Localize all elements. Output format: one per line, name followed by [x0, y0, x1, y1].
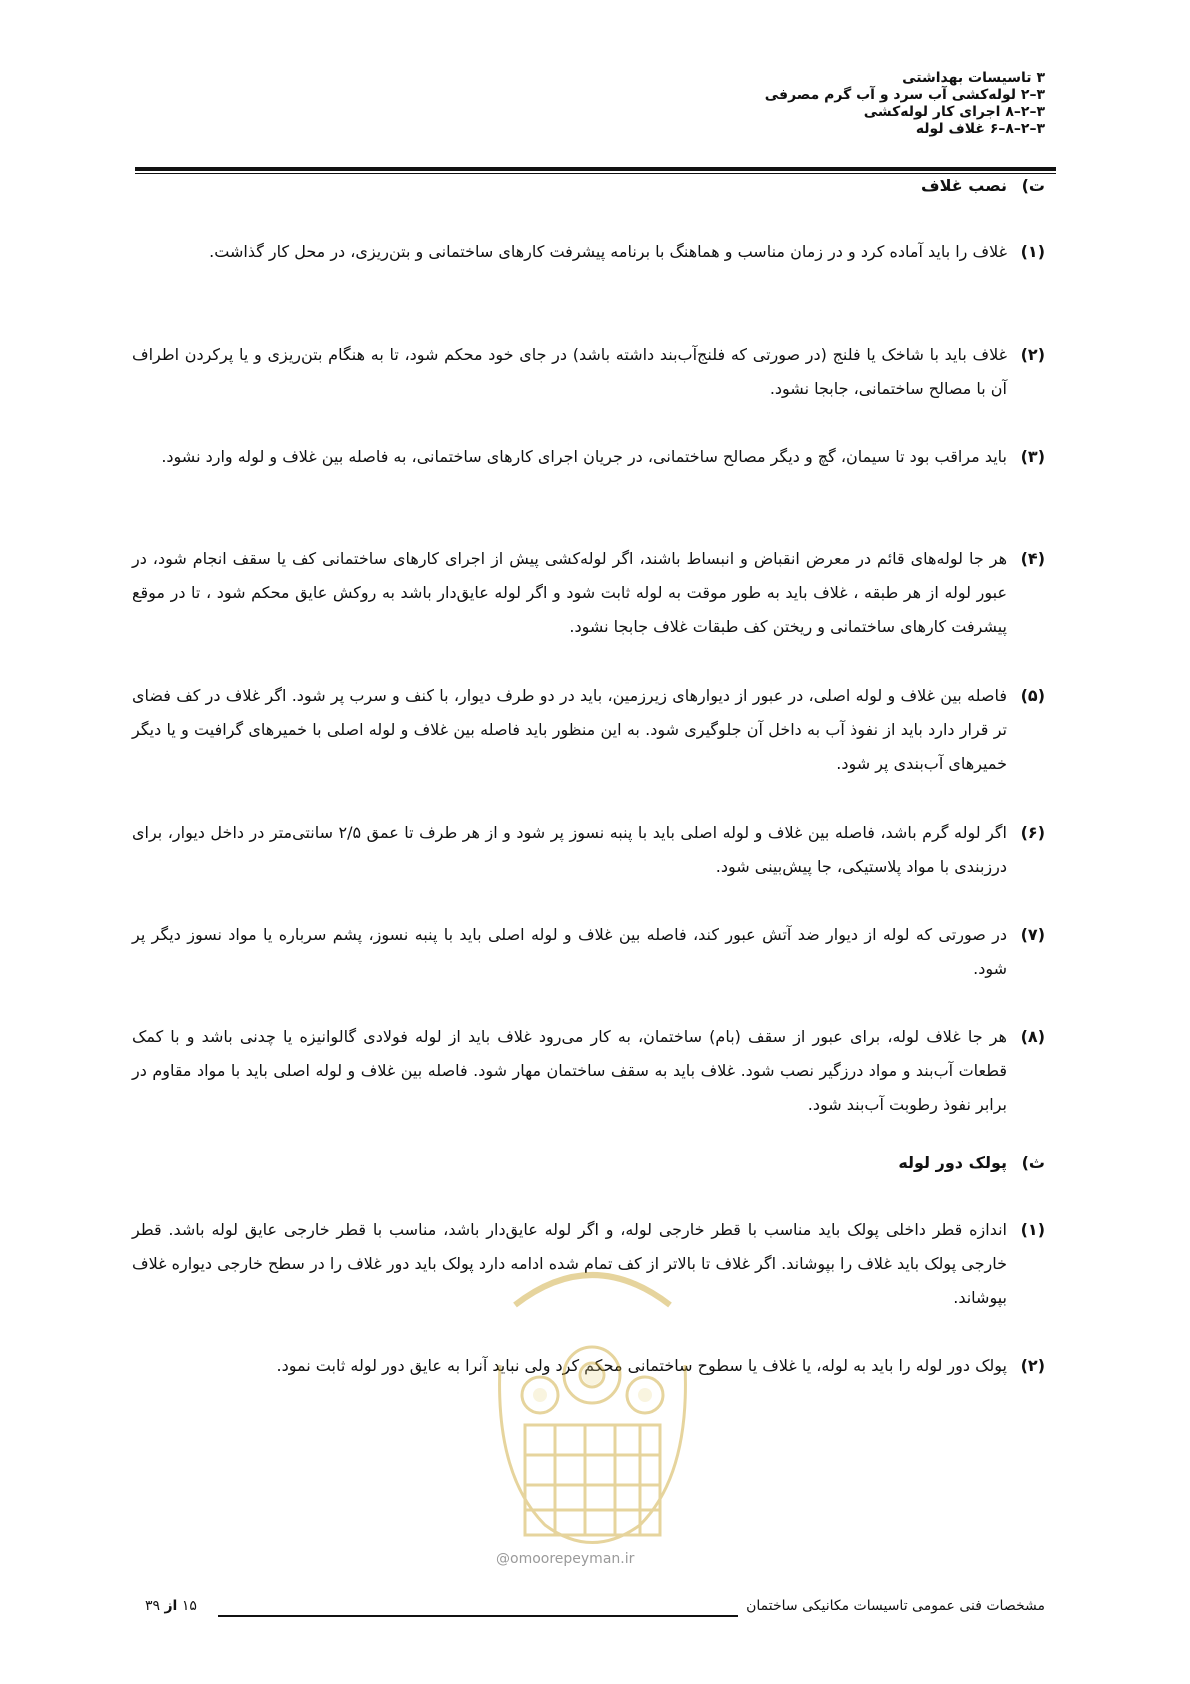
watermark-url: @omoorepeyman.ir [496, 1551, 635, 1567]
list-item [132, 1020, 1045, 1122]
item-number: (۴) [1020, 549, 1045, 568]
header-rule-thick [135, 167, 1056, 171]
header-topic: ۳–۲–۸–۶ غلاف لوله [915, 121, 1045, 137]
list-item [132, 816, 1045, 884]
page-current: ۱۵ [181, 1598, 197, 1614]
footer-rule [218, 1615, 738, 1617]
section-letter: ت) [1021, 176, 1045, 195]
item-number: (۵) [1020, 686, 1045, 705]
section-heading-pipe-flange [898, 1153, 1045, 1172]
list-item [132, 235, 1045, 269]
header-subsection: ۳–۲–۸ اجرای کار لوله‌کشی [863, 104, 1045, 120]
section-heading-installation [921, 176, 1045, 195]
item-number: (۲) [1020, 345, 1045, 364]
item-text: فاصله بین غلاف و لوله اصلی، در عبور از دیوارهای زیرزمین، باید در دو طرف دیوار، با کنف و سرب پر شود. اگر غلاف در کف فضای تر قرار دارد باید از نفوذ آب به داخل آن جلوگیری شود. به این منظور باید فاصله بین غلاف و لوله اصلی با خمیرهای گرافیت و یا دیگر خمیرهای آب‌بندی پر شود. [132, 686, 1007, 773]
list-item [132, 338, 1045, 406]
item-text: غلاف را باید آماده کرد و در زمان مناسب و هماهنگ با برنامه پیشرفت کارهای ساختمانی و بتن‌ریزی، در محل کار گذاشت. [209, 242, 1007, 261]
item-text: اگر لوله گرم باشد، فاصله بین غلاف و لوله اصلی باید با پنبه نسوز پر شود و از هر طرف تا عمق ۲/۵ سانتی‌متر در داخل دیوار، برای درزبندی با مواد پلاستیکی، جا پیش‌بینی شود. [132, 823, 1007, 876]
footer-title: مشخصات فنی عمومی تاسیسات مکانیکی ساختمان [746, 1598, 1045, 1614]
item-number: (۷) [1020, 925, 1045, 944]
item-number: (۱) [1020, 242, 1045, 261]
item-number: (۸) [1020, 1027, 1045, 1046]
item-text: در صورتی که لوله از دیوار ضد آتش عبور کند، فاصله بین غلاف و لوله اصلی باید با پنبه نسوز، پشم سرباره یا مواد نسوز دیگر پر شود. [132, 925, 1007, 978]
item-text: هر جا لوله‌های قائم در معرض انقباض و انبساط باشند، اگر لوله‌کشی پیش از اجرای کارهای ساختمانی کف یا سقف انجام شود، در عبور لوله از هر طبقه ، غلاف باید به طور موقت به لوله ثابت شود و اگر لوله عایق‌دار باشد به روکش عایق محکم شود ، تا در موقع پیشرفت کارهای ساختمانی و ریختن کف طبقات غلاف جابجا نشود. [132, 549, 1007, 636]
item-text: غلاف باید با شاخک یا فلنج (در صورتی که فلنج‌آب‌بند داشته باشد) در جای خود محکم شود، تا به هنگام بتن‌ریزی و یا پرکردن اطراف آن با مصالح ساختمانی، جابجا نشود. [132, 345, 1007, 398]
page-total: ۳۹ [145, 1598, 161, 1614]
list-item [132, 918, 1045, 986]
running-header [445, 70, 1045, 138]
item-number: (۳) [1020, 447, 1045, 466]
item-number: (۲) [1020, 1356, 1045, 1375]
section-letter: ث) [1021, 1153, 1045, 1172]
header-rule-thin [135, 173, 1056, 174]
list-item [132, 679, 1045, 781]
list-item [132, 440, 1045, 474]
item-text: هر جا غلاف لوله، برای عبور از سقف (بام) ساختمان، به کار می‌رود غلاف باید از لوله فولادی گالوانیزه یا چدنی باشد و با کمک قطعات آب‌بند و مواد درزگیر نصب شود. غلاف باید به سقف ساختمان مهار شود. فاصله بین غلاف و لوله اصلی باید با مواد مقاوم در برابر نفوذ رطوبت آب‌بند شود. [132, 1027, 1007, 1114]
item-text: اندازه قطر داخلی پولک باید مناسب با قطر خارجی لوله، و اگر لوله عایق‌دار باشد، مناسب با قطر خارجی عایق لوله باشد. قطر خارجی پولک باید غلاف را بپوشاند. اگر غلاف تا بالاتر از کف تمام شده ادامه دارد پولک باید دور غلاف را در سطح خارجی دیواره غلاف بپوشاند. [132, 1220, 1007, 1307]
header-section: ۳–۲ لوله‌کشی آب سرد و آب گرم مصرفی [764, 87, 1045, 103]
watermark-seal-icon [485, 1245, 700, 1570]
list-item [132, 542, 1045, 644]
item-text: پولک دور لوله را باید به لوله، یا غلاف یا سطوح ساختمانی محکم کرد ولی نباید آنرا به عایق دور لوله ثابت نمود. [276, 1356, 1007, 1375]
item-number: (۶) [1020, 823, 1045, 842]
page-number [145, 1598, 197, 1614]
page-of-label: از [164, 1598, 178, 1614]
item-number: (۱) [1020, 1220, 1045, 1239]
section-title: نصب غلاف [921, 176, 1007, 195]
section-title: پولک دور لوله [898, 1153, 1007, 1172]
header-chapter: ۳ تاسیسات بهداشتی [902, 70, 1045, 86]
item-text: باید مراقب بود تا سیمان، گچ و دیگر مصالح ساختمانی، در جریان اجرای کارهای ساختمانی، به فاصله بین غلاف و لوله وارد نشود. [161, 447, 1007, 466]
